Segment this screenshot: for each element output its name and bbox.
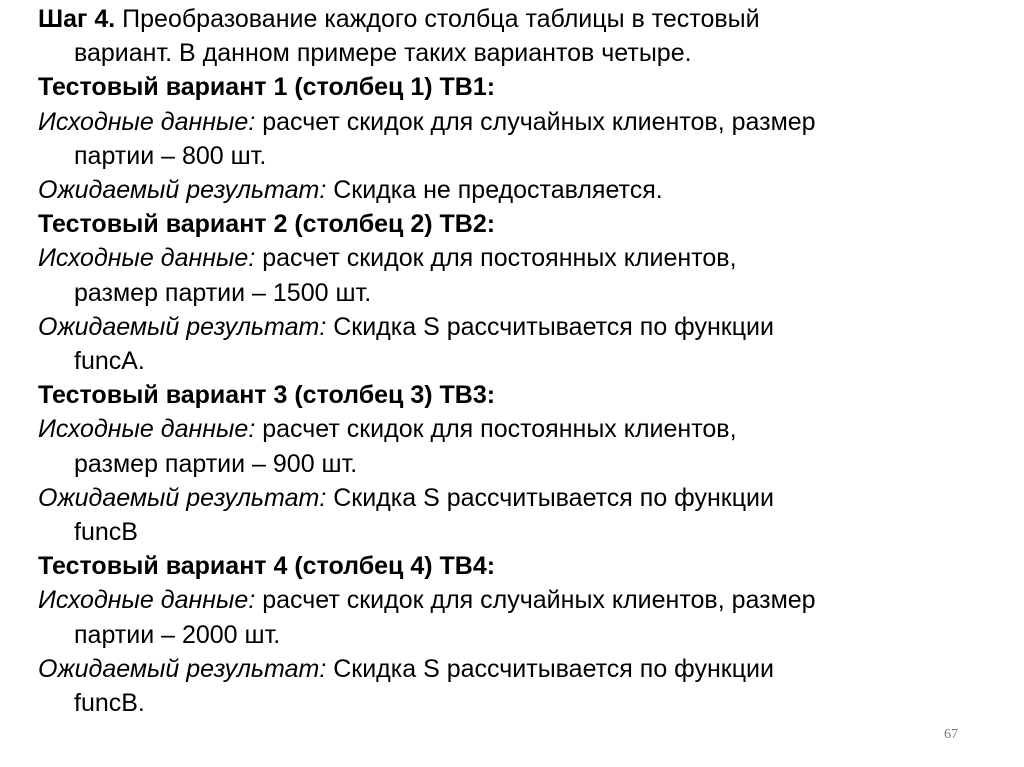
case-2-expected-label: Ожидаемый результат: [38,312,327,341]
case-4-expected [38,652,998,686]
case-3-expected [38,481,998,515]
case-3-input-cont: размер партии – 900 шт. [74,449,358,478]
case-2-input-cont: размер партии – 1500 шт. [74,278,372,307]
case-4-input [38,583,998,617]
case-1-expected-label: Ожидаемый результат: [38,176,327,205]
step-label: Шаг 4. [38,5,116,33]
case-3-input [38,412,998,446]
case-3-expected-label: Ожидаемый результат: [38,483,327,512]
case-1-input-label: Исходные данные: [38,107,256,136]
case-3-input-text: расчет скидок для постоянных клиентов, [255,415,737,444]
case-1-input [38,105,998,139]
case-2-expected-cont: funcA. [74,347,145,376]
step-line-1 [38,2,998,36]
step-line-2: вариант. В данном примере таких вариантов четыре. [74,39,692,68]
case-2-input [38,241,998,275]
case-3-expected-cont: funcB [74,518,138,547]
case-4-heading: Тестовый вариант 4 (столбец 4) ТВ4: [38,552,496,581]
case-1-heading: Тестовый вариант 1 (столбец 1) ТВ1: [38,73,496,102]
case-4-expected-text: Скидка S рассчитывается по функции [326,654,774,683]
case-2-input-text: расчет скидок для постоянных клиентов, [255,244,737,273]
case-3-heading: Тестовый вариант 3 (столбец 3) ТВ3: [38,381,496,410]
case-4-input-text: расчет скидок для случайных клиентов, размер [255,586,816,615]
case-2-expected-text: Скидка S рассчитывается по функции [326,312,774,341]
step-text-1: Преобразование каждого столбца таблицы в тестовый [115,5,760,33]
slide-content [38,2,998,720]
case-1-expected-text: Скидка не предоставляется. [326,176,663,205]
case-3-expected-text: Скидка S рассчитывается по функции [326,483,774,512]
case-2-expected [38,310,998,344]
case-4-expected-cont: funcB. [74,689,145,718]
case-1-input-cont: партии – 800 шт. [74,141,267,170]
case-2-input-label: Исходные данные: [38,244,256,273]
case-4-input-label: Исходные данные: [38,586,256,615]
case-1-expected [38,173,998,207]
page-number: 67 [944,727,958,742]
case-1-input-text: расчет скидок для случайных клиентов, размер [255,107,816,136]
case-4-input-cont: партии – 2000 шт. [74,620,281,649]
case-4-expected-label: Ожидаемый результат: [38,654,327,683]
case-2-heading: Тестовый вариант 2 (столбец 2) ТВ2: [38,210,496,239]
case-3-input-label: Исходные данные: [38,415,256,444]
